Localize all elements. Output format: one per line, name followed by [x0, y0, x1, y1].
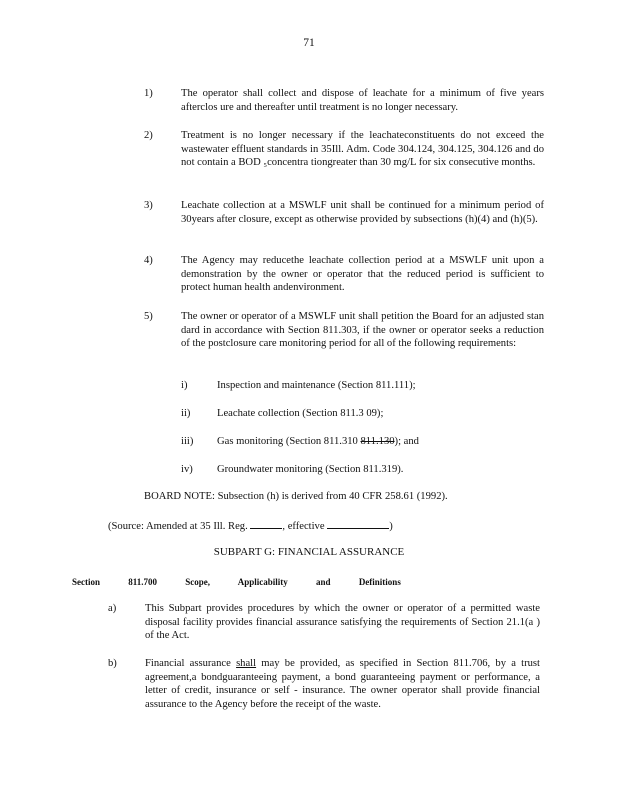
- section-title-3: and: [316, 577, 331, 587]
- item-number: 4): [144, 255, 153, 266]
- sub-item-text-after: ); and: [394, 436, 419, 447]
- sub-item-text: Inspection and maintenance (Section 811.111);: [217, 380, 416, 391]
- board-note: BOARD NOTE: Subsection (h) is derived from 40 CFR 258.61 (1992).: [144, 491, 448, 502]
- paragraph-text: [145, 657, 540, 711]
- sub-item-number: iii): [181, 436, 194, 447]
- sub-item-text: Groundwater monitoring (Section 811.319).: [217, 464, 404, 475]
- paragraph-text: This Subpart provides procedures by which the owner or operator of a permitted waste disposal facility provides financial assurance satisfying the requirements of Section 21.1(a ) of the Act.: [145, 603, 540, 642]
- section-label: Section: [72, 577, 100, 587]
- source-text-before: (Source: Amended at 35 Ill. Reg.: [108, 521, 248, 532]
- item-text: The owner or operator of a MSWLF unit shall petition the Board for an adjusted stan dard in accordance with Section 811.303, if the owner or operator seeks a reduction of the postclosure care monitoring period for all of the following requirements:: [181, 311, 544, 350]
- paragraph-number: b): [108, 658, 117, 669]
- sub-item-number: i): [181, 380, 188, 391]
- paragraph-b: [108, 657, 540, 711]
- item-text: The Agency may reducethe leachate collection period at a MSWLF unit upon a demonstration by the owner or operator that the reduced period is sufficient to protect human health andenvironment.: [181, 255, 544, 294]
- section-title-4: Definitions: [358, 577, 401, 587]
- section-heading: [72, 576, 427, 590]
- sub-item-number: iv): [181, 464, 193, 475]
- sub-item-text: Leachate collection (Section 811.3 09);: [217, 408, 384, 419]
- list-item-3: [144, 199, 544, 226]
- sub-item-i: [181, 379, 511, 393]
- list-item-4: [144, 254, 544, 295]
- paragraph-number: a): [108, 603, 117, 614]
- sub-item-number: ii): [181, 408, 191, 419]
- subpart-heading: SUBPART G: FINANCIAL ASSURANCE: [213, 546, 405, 558]
- source-text-middle: , effective: [282, 521, 325, 532]
- item-text: Treatment is no longer necessary if the leachateconstituents do not exceed the wastewater effluent standards in 35Ill. Adm. Code 304.124, 304.125, 304.126 and do not contain a BOD ₅concentra tiongreater than 30 mg/L for six consecutive months.: [181, 130, 544, 169]
- section-title-2: Applicability: [237, 577, 288, 587]
- sub-item-ii: [181, 407, 511, 421]
- paragraph-a: [108, 602, 540, 643]
- register-blank: [250, 518, 282, 529]
- section-number: 811.700: [128, 577, 158, 587]
- item-number: 2): [144, 130, 153, 141]
- list-item-2: [144, 129, 544, 170]
- sub-item-text-before: Gas monitoring (Section 811.310: [217, 436, 361, 447]
- sub-item-text: [217, 435, 511, 449]
- page-number: 71: [303, 37, 315, 49]
- sub-item-iv: [181, 463, 511, 477]
- effective-date-blank: [327, 518, 389, 529]
- source-note: [108, 518, 393, 534]
- sub-item-iii: [181, 435, 511, 449]
- item-number: 3): [144, 200, 153, 211]
- list-item-1: [144, 87, 544, 114]
- paragraph-text-before: Financial assurance: [145, 658, 237, 669]
- item-number: 1): [144, 88, 153, 99]
- item-text: The operator shall collect and dispose of leachate for a minimum of five years afterclos ure and thereafter until treatment is no longer necessary.: [181, 88, 544, 113]
- underlined-text: shall: [236, 658, 257, 669]
- struck-text: 811.130: [360, 436, 395, 447]
- paragraph-text-after: may be provided, as specified in Section 811.706, by a trust agreement,a bondguaranteeing payment, a bond guaranteeing payment or performance, a letter of credit, insurance or self - insurance. The owner operator shall provide financial assurance to the Agency before the receipt of the waste.: [145, 658, 540, 710]
- source-text-after: ): [389, 521, 393, 532]
- section-title-1: Scope,: [185, 577, 211, 587]
- item-number: 5): [144, 311, 153, 322]
- list-item-5: [144, 310, 544, 351]
- item-text: Leachate collection at a MSWLF unit shall be continued for a minimum period of 30years after closure, except as otherwise provided by subsections (h)(4) and (h)(5).: [181, 200, 544, 225]
